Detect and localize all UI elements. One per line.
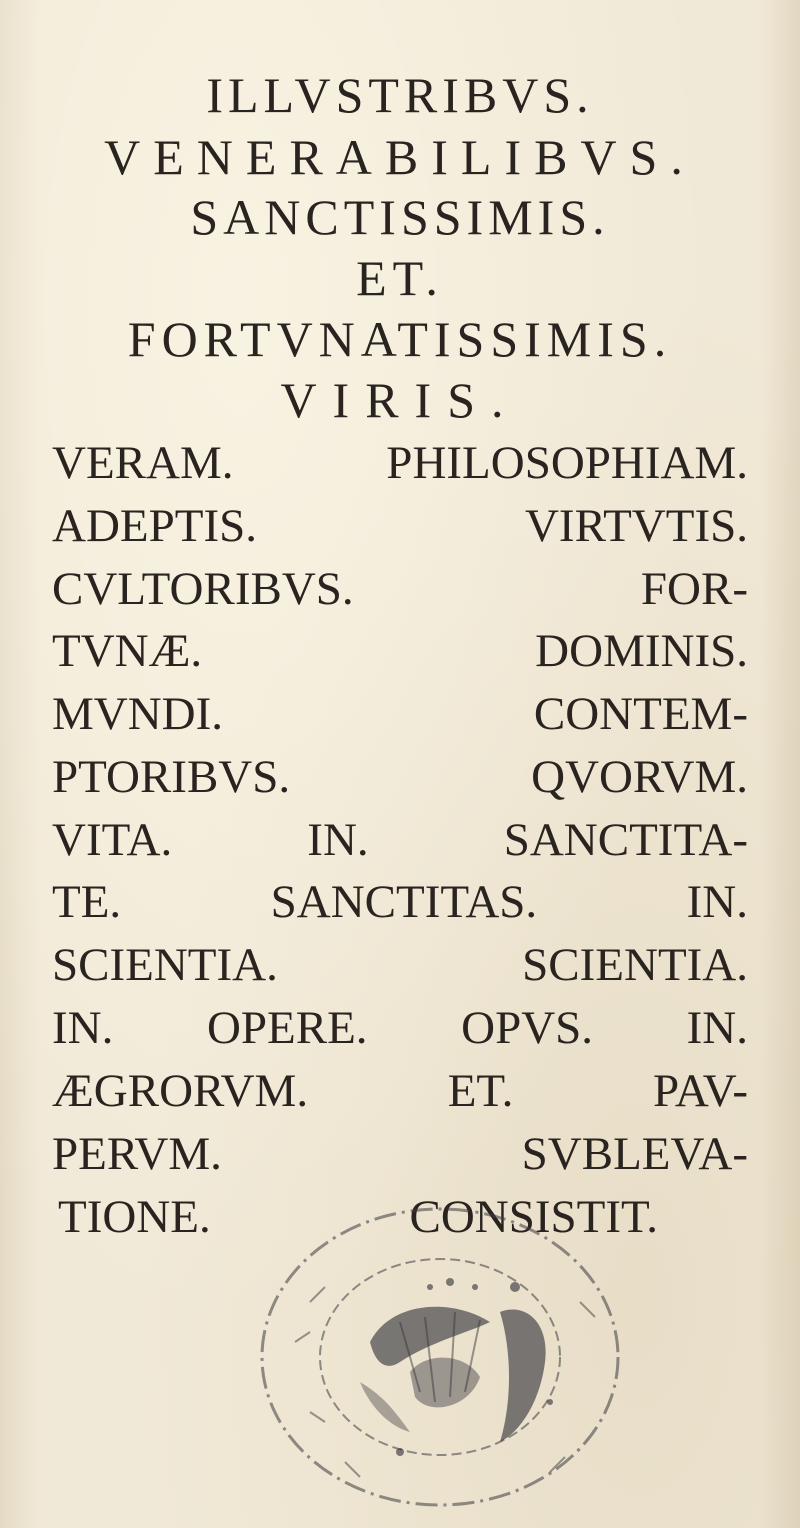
body-line: PERVM. SVBLEVA-: [52, 1128, 748, 1180]
body-line: IN. OPERE. OPVS. IN.: [52, 1002, 748, 1054]
heading-line-sanctissimis: SANCTISSIMIS.: [190, 189, 610, 245]
heading-line-venerabilibus: VENERABILIBVS.: [104, 129, 696, 185]
body-line: PTORIBVS. QVORVM.: [52, 751, 748, 803]
body-line: CVLTORIBVS. FOR-: [52, 563, 748, 615]
body-line: TVNÆ. DOMINIS.: [52, 625, 748, 677]
body-line: TE. SANCTITAS. IN.: [52, 876, 748, 928]
body-line: ADEPTIS. VIRTVTIS.: [52, 500, 748, 552]
body-line: MVNDI. CONTEM-: [52, 688, 748, 740]
heading-line-et: ET.: [356, 250, 444, 306]
body-line: SCIENTIA. SCIENTIA.: [52, 939, 748, 991]
body-line: VERAM. PHILOSOPHIAM.: [52, 437, 748, 489]
heading-line-illustribus: ILLVSTRIBVS.: [206, 67, 594, 123]
body-line: ÆGRORVM. ET. PAV-: [52, 1065, 748, 1117]
heading-line-viris: VIRIS.: [280, 372, 520, 428]
stamp-graphic: [250, 1192, 634, 1528]
library-stamp-icon: [250, 1192, 634, 1528]
body-line: VITA. IN. SANCTITA-: [52, 814, 748, 866]
heading-line-fortunatissimis: FORTVNATISSIMIS.: [127, 311, 673, 367]
body-line: TIONE. CONSISTIT.: [58, 1191, 658, 1243]
